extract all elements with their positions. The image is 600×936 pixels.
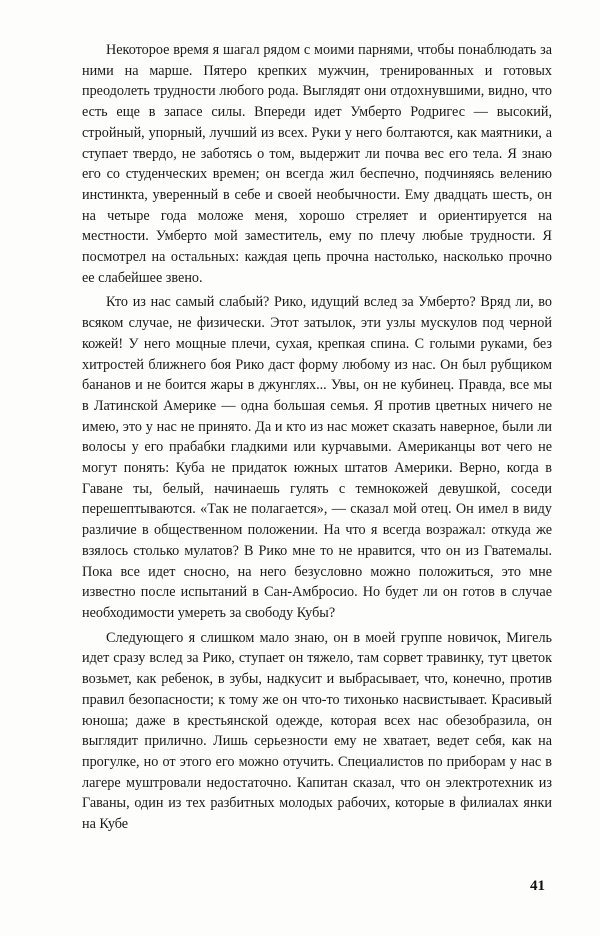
paragraph-2: Кто из нас самый слабый? Рико, идущий вслед за Умберто? Вряд ли, во всяком случае, не физически. Этот затылок, эти узлы мускулов под черной кожей! У него мощные плечи, сухая, крепкая спина. С голыми руками, без хитростей ближнего боя Рико даст форму любому из нас. Он был рубщиком бананов и не боится жары в джунглях... Увы, он не кубинец. Правда, все мы в Латинской Америке — одна большая семья. Я против цветных ничего не имею, это у нас не принято. Да и кто из нас может сказать наверное, были ли волосы у его прабабки гладкими или курчавыми. Американцы вот чего не могут понять: Куба не придаток южных штатов Америки. Верно, когда в Гаване ты, белый, начинаешь гулять с темнокожей девушкой, соседи перешептываются. «Так не полагается», — сказал мой отец. Он имел в виду различие в общественном положении. На что я всегда возражал: откуда же взялось столько мулатов? В Рико мне то не нравится, что он из Гватемалы. Пока все идет сносно, на него безусловно можно положиться, это мне известно после испытаний в Сан-Амбросио. Но будет ли он готов в случае необходимости умереть за свободу Кубы?	[82, 294, 552, 621]
paragraph-1: Некоторое время я шагал рядом с моими парнями, чтобы понаблюдать за ними на марше. Пятеро крепких мужчин, тренированных и готовых преодолеть трудности любого рода. Выглядят они отдохнувшими, видно, что есть еще в запасе силы. Впереди идет Умберто Родригес — высокий, стройный, упорный, лучший из всех. Руки у него болтаются, как маятники, а ступает твердо, не заботясь о том, выдержит ли почва вес его тела. Я знаю его со студенческих времен; он всегда жил беспечно, подчиняясь велению инстинкта, уверенный в себе и своей необычности. Ему двадцать шесть, он на четыре года моложе меня, хорошо стреляет и ориентируется на местности. Умберто мой заместитель, ему по плечу любые трудности. Я посмотрел на остальных: каждая цепь прочна настолько, насколько прочно ее слабейшее звено.	[82, 42, 552, 286]
paragraph-3: Следующего я слишком мало знаю, он в моей группе новичок, Мигель идет сразу вслед за Рико, ступает он тяжело, там сорвет травинку, тут цветок возьмет, как ребенок, в зубы, надкусит и выбрасывает, что, конечно, против правил безопасности; к тому же он что-то тихонько насвистывает. Красивый юноша; даже в крестьянской одежде, которая всех нас обезобразила, он выглядит прилично. Лишь серьезности ему не хватает, ведет себя, как на прогулке, но от этого его можно отучить. Специалистов по приборам у нас в лагере муштровали недостаточно. Капитан сказал, что он электротехник из Гаваны, один из тех разбитных молодых рабочих, которые в филиалах янки на Кубе	[82, 629, 552, 833]
page-number: 41	[530, 878, 545, 894]
body-text	[82, 40, 552, 835]
